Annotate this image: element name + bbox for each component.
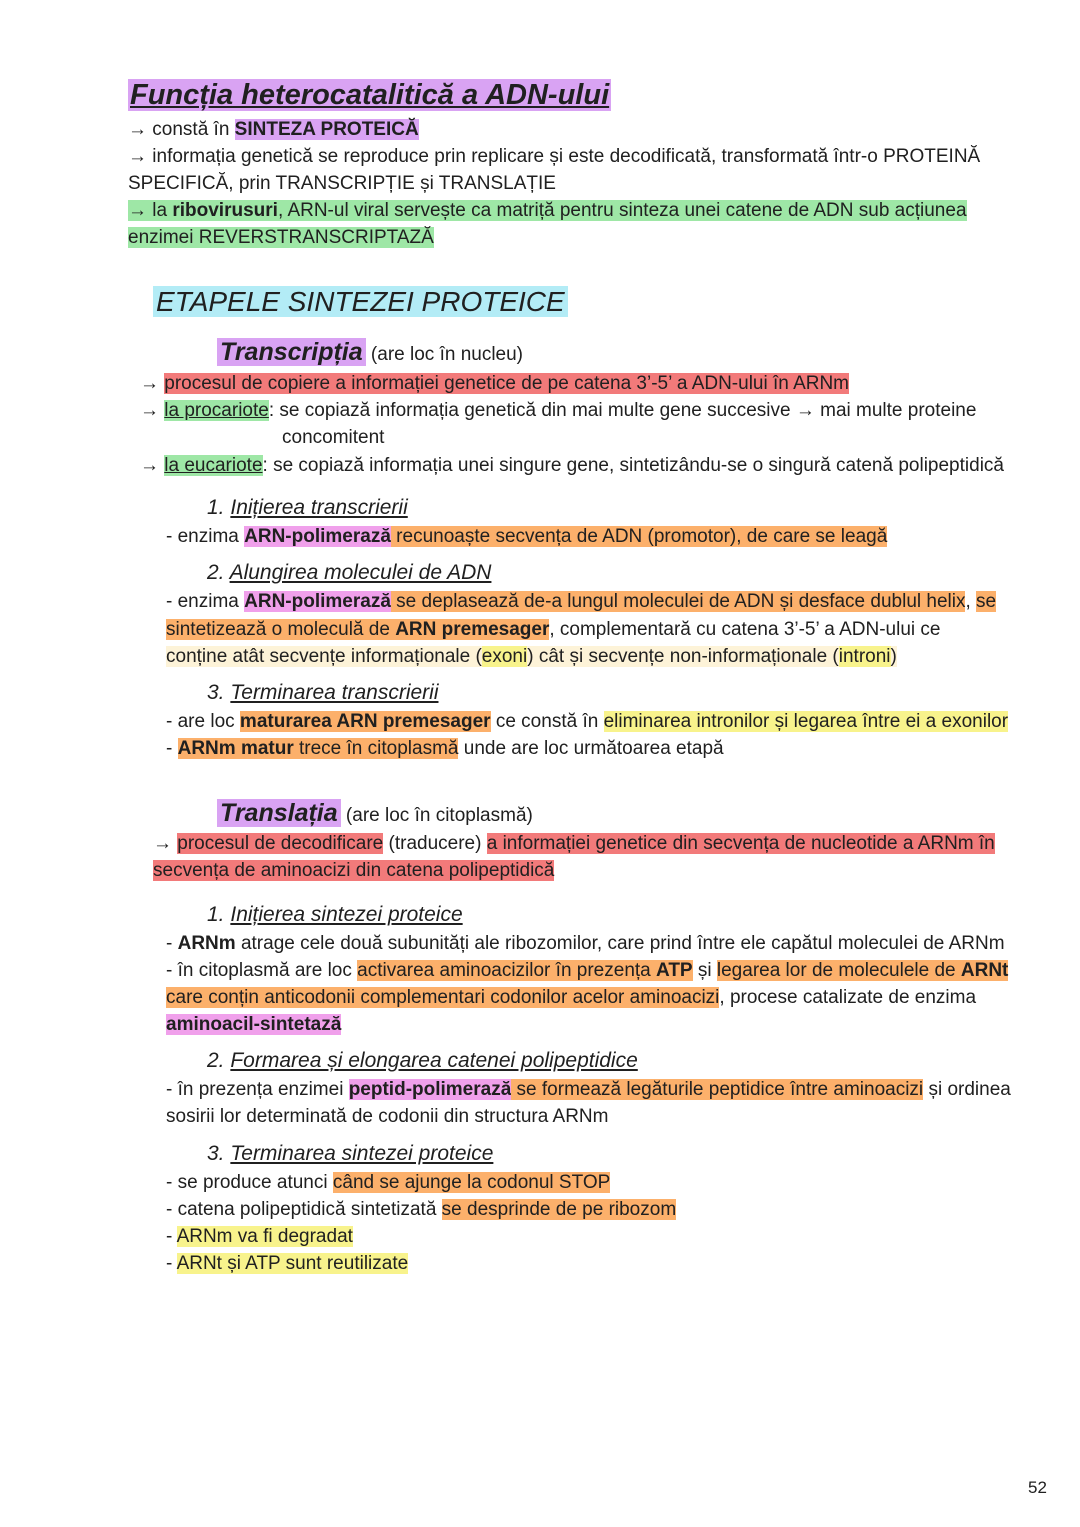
- arrow: →: [140, 400, 165, 421]
- intro-line-3: [128, 170, 556, 197]
- text-procariote: la procariote: [164, 400, 269, 421]
- text: - enzima: [166, 591, 245, 612]
- step-title: Terminarea transcrierii: [230, 681, 439, 704]
- transcriptia-heading: [217, 337, 523, 368]
- translatia-step-1-line-3: [166, 984, 976, 1011]
- heading-text: ETAPELE SINTEZEI PROTEICE: [153, 286, 568, 317]
- text: se formează legăturile peptidice între aminoacizi: [511, 1079, 924, 1100]
- title-text: Funcția heterocatalitică a ADN-ului: [130, 79, 610, 111]
- text: -: [166, 933, 178, 954]
- text: → constă în: [128, 119, 235, 140]
- text: conține atât secvențe informaționale (: [166, 646, 482, 667]
- step-number: 3.: [207, 1142, 231, 1165]
- transcriptia-arrow-2-cont: [282, 424, 384, 451]
- text: -: [166, 738, 178, 759]
- step-number: 1.: [207, 496, 231, 519]
- intro-line-5: [128, 224, 434, 251]
- text: , complementară cu catena 3’-5’ a ADN-ului ce: [549, 619, 941, 640]
- heading-note: (are loc în citoplasmă): [340, 805, 533, 826]
- text: și ordinea: [923, 1079, 1011, 1100]
- etape-heading: [153, 285, 568, 319]
- text: se: [976, 591, 997, 612]
- text: - enzima: [166, 526, 245, 547]
- text: sintetizează o moleculă de: [166, 619, 396, 640]
- translatia-step-1-line-1: [166, 930, 1005, 957]
- text-exoni: exoni: [481, 646, 528, 667]
- text: - în prezența enzimei: [166, 1079, 349, 1100]
- translatia-step-2-title: [207, 1047, 638, 1074]
- text: sosirii lor determinată de codonii din structura ARNm: [166, 1106, 609, 1127]
- transcriptia-step-1-title: [207, 494, 408, 521]
- text: și: [692, 960, 717, 981]
- intro-line-4: [128, 197, 967, 224]
- text: recunoaște secvența de ADN (promotor), de care se leagă: [390, 526, 888, 547]
- translatia-step-1-line-4: [166, 1011, 341, 1038]
- page-number: 52: [1028, 1478, 1047, 1497]
- text: eliminarea intronilor și legarea între ei a exonilor: [603, 711, 1009, 732]
- text: secvența de aminoacizi din catena polipeptidică: [153, 860, 555, 881]
- text: se desprinde de pe ribozom: [441, 1199, 677, 1220]
- translatia-arrow-1-cont: [153, 857, 554, 884]
- text: - în citoplasmă are loc: [166, 960, 358, 981]
- transcriptia-step-3-line-1: [166, 708, 1008, 735]
- translatia-arrow-1: [153, 830, 995, 857]
- text: care conțin anticodonii complementari codonilor acelor aminoacizi: [166, 987, 720, 1008]
- text: procesul de decodificare: [177, 833, 384, 854]
- highlight-sinteza: SINTEZA PROTEICĂ: [234, 119, 419, 140]
- text: (traducere): [383, 833, 487, 854]
- enzyme-name: ARN-polimerază: [244, 526, 391, 547]
- translatia-step-3-line-1: [166, 1169, 610, 1196]
- translatia-heading: [217, 798, 533, 829]
- text: unde are loc următoarea etapă: [458, 738, 724, 759]
- translatia-step-2-line-2: [166, 1103, 608, 1130]
- enzyme-name: peptid-polimerază: [348, 1079, 512, 1100]
- translatia-step-3-title: [207, 1140, 493, 1167]
- transcriptia-step-3-line-2: [166, 735, 724, 762]
- transcriptia-step-2-line-3: [166, 643, 897, 670]
- step-title: Inițierea sintezei proteice: [230, 903, 463, 926]
- text: → la: [128, 200, 173, 221]
- step-number: 2.: [207, 1049, 231, 1072]
- arrow: →: [140, 455, 165, 476]
- translatia-step-3-line-4: [166, 1250, 408, 1277]
- step-number: 1.: [207, 903, 231, 926]
- transcriptia-step-1-line-1: [166, 523, 887, 550]
- text: concomitent: [282, 427, 385, 448]
- text: SPECIFICĂ, prin TRANSCRIPȚIE și TRANSLAȚIE: [128, 173, 556, 194]
- text-bold: maturarea ARN premesager: [239, 711, 491, 732]
- transcriptia-step-2-title: [207, 559, 491, 586]
- step-title: Formarea și elongarea catenei polipeptidice: [230, 1049, 638, 1072]
- text: activarea aminoacizilor în prezența: [357, 960, 657, 981]
- text: atrage cele două subunități ale ribozomilor, care prind între ele capătul moleculei de ARNm: [235, 933, 1005, 954]
- text: -: [166, 1226, 177, 1247]
- text: ): [890, 646, 897, 667]
- text-bold: ARN premesager: [395, 619, 550, 640]
- transcriptia-arrow-2: [140, 397, 976, 424]
- text: trece în citoplasmă: [293, 738, 459, 759]
- text: ,: [965, 591, 977, 612]
- text: procesul de copiere a informației genetice de pe catena 3’-5’ a ADN-ului în ARNm: [164, 373, 850, 394]
- step-title: Alungirea moleculei de ADN: [229, 561, 492, 584]
- intro-line-2: [128, 143, 980, 170]
- arrow: →: [140, 373, 165, 394]
- enzyme-name: ARN-polimerază: [244, 591, 391, 612]
- text-introni: introni: [838, 646, 891, 667]
- text: , ARN-ul viral servește ca matriță pentru sinteza unei catene de ADN sub acțiunea: [277, 200, 967, 221]
- transcriptia-step-3-title: [207, 679, 438, 706]
- step-number: 3.: [207, 681, 231, 704]
- text: : se copiază informația genetică din mai multe gene succesive → mai multe proteine: [268, 400, 977, 421]
- intro-line-1: [128, 116, 419, 143]
- text-bold: ARNm: [177, 933, 236, 954]
- text-bold: ATP: [656, 960, 693, 981]
- translatia-step-3-line-2: [166, 1196, 676, 1223]
- heading-text: Transcripția: [217, 338, 366, 366]
- translatia-step-3-line-3: [166, 1223, 353, 1250]
- text: - catena polipeptidică sintetizată: [166, 1199, 442, 1220]
- text: când se ajunge la codonul STOP: [332, 1172, 611, 1193]
- arrow: →: [153, 833, 178, 854]
- text: - are loc: [166, 711, 240, 732]
- transcriptia-arrow-3: [140, 452, 1004, 479]
- text: ce constă în: [490, 711, 604, 732]
- text-bold: ARNt: [960, 960, 1009, 981]
- translatia-step-1-title: [207, 901, 463, 928]
- text-bold: ribovirusuri: [172, 200, 278, 221]
- text-bold: ARNm matur: [177, 738, 294, 759]
- translatia-step-2-line-1: [166, 1076, 1011, 1103]
- text: ARNt și ATP sunt reutilizate: [176, 1253, 409, 1274]
- transcriptia-step-2-line-1: [166, 588, 996, 615]
- step-title: Inițierea transcrierii: [230, 496, 408, 519]
- step-number: 2.: [207, 561, 230, 584]
- text: - se produce atunci: [166, 1172, 333, 1193]
- transcriptia-arrow-1: [140, 370, 849, 397]
- page-title: [128, 78, 611, 112]
- text: ARNm va fi degradat: [176, 1226, 353, 1247]
- enzyme-name: aminoacil-sintetază: [166, 1014, 342, 1035]
- heading-text: Translația: [217, 799, 341, 827]
- translatia-step-1-line-2: [166, 957, 1008, 984]
- text: enzimei REVERSTRANSCRIPTAZĂ: [128, 227, 434, 248]
- text: -: [166, 1253, 177, 1274]
- heading-note: (are loc în nucleu): [365, 344, 524, 365]
- text: a informației genetice din secvența de nucleotide a ARNm în: [486, 833, 995, 854]
- text-eucariote: la eucariote: [164, 455, 263, 476]
- text: → informația genetică se reproduce prin replicare și este decodificată, transformată într-o PROTEINĂ: [128, 146, 981, 167]
- text: legarea lor de moleculele de: [716, 960, 961, 981]
- step-title: Terminarea sintezei proteice: [230, 1142, 494, 1165]
- text: , procese catalizate de enzima: [719, 987, 977, 1008]
- text: se deplasează de-a lungul moleculei de ADN și desface dublul helix: [390, 591, 966, 612]
- text: ) cât și secvențe non-informaționale (: [527, 646, 839, 667]
- text: : se copiază informația unei singure gene, sintetizându-se o singură catenă polipeptidică: [262, 455, 1004, 476]
- transcriptia-step-2-line-2: [166, 616, 940, 643]
